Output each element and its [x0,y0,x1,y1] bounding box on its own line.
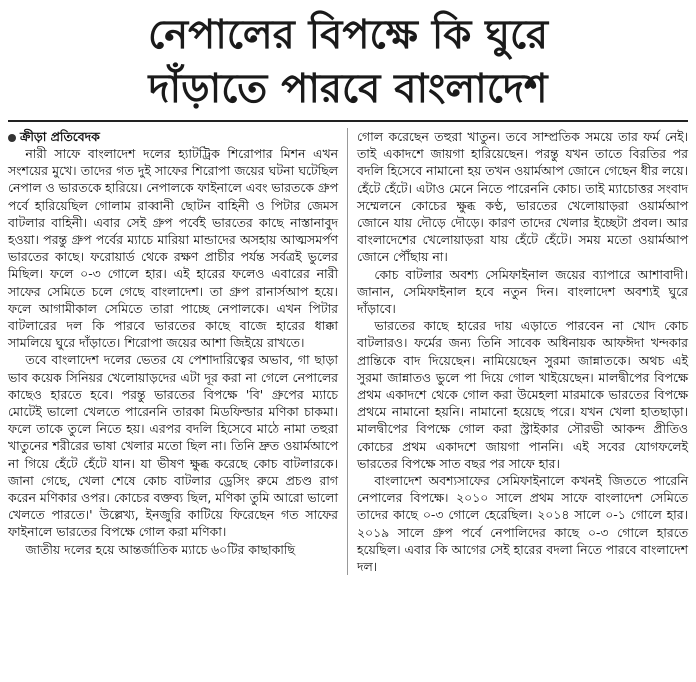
byline [8,128,338,145]
headline-line-1: নেপালের বিপক্ষে কি ঘুরে [147,12,549,58]
article-body [8,128,688,575]
byline-text: ক্রীড়া প্রতিবেদক [20,129,100,144]
headline [8,8,688,116]
paragraph: বাংলাদেশ অবশ্যসাফের সেমিফাইনালে কখনই জিততে পারেনি নেপালের বিপক্ষে। ২০১০ সালে প্রথম সাফে বাংলাদেশ সেমিতে তাদের কাছে ০-৩ গোলে হেরেছিল। ২০১৪ সালে ০-১ গোলে হার। ২০১৯ সালে গ্রুপ পর্বে নেপালিদের কাছে ০-৩ গোলে হারতে হয়েছিল। এবার কি আগের সেই হারের বদলা নিতে পারবে বাংলাদেশ দল। [357,473,688,575]
right-column [348,128,688,575]
paragraph: নারী সাফে বাংলাদেশ দলের হ্যাটট্রিক শিরোপার মিশন এখন সংশয়ের মুখে। তাদের গত দুই সাফের শিরোপা জয়ের ঘটনা ঘটেছিল নেপাল ও ভারতকে হারিয়ে। নেপালকে ফাইনালে এবং ভারতকে গ্রুপ পর্বে হারিয়েছিল গোলাম রাব্বানী ছোটন বাহিনী ও পিটার জেমস বাটলার বাহিনী। এবার সেই গ্রুপ পর্বেই ভারতের কাছে নাস্তানাবুদ হওয়া। পরন্তু গ্রুপ পর্বের ম্যাচে মারিয়া মান্ডাদের অসহায় আত্মসমর্পণ ভারতের কাছে। ফরোয়ার্ড থেকে রক্ষণ প্রাচীর পর্যন্ত সর্বত্রই ভুলের মিছিল। ফলে ০-৩ গোলে হার। এই হারের ফলেও এবারের নারী সাফের সেমিতে চলে গেছে বাংলাদেশ। তা গ্রুপ রানার্সআপ হয়ে। ফলে আগামীকাল সেমিতে তারা পাচ্ছে নেপালকে। এখন পিটার বাটলারের দল কি পারবে ভারতের কাছে বাজে হারের ধাক্কা সামলিয়ে ঘুরে দাঁড়াতে। শিরোপা জয়ের আশা জিইয়ে রাখতে। [8,146,338,351]
headline-line-2: দাঁড়াতে পারবে বাংলাদেশ [148,66,548,112]
headline-rule [8,120,688,122]
bullet-icon [8,134,16,142]
paragraph: ভারতের কাছে হারের দায় এড়াতে পারবেন না খোদ কোচ বাটলারও। ফর্মের জন্য তিনি সাবেক অধিনায়ক আফঈদা খন্দকার প্রান্তিকে বাদ দিয়েছেন। নামিয়েছেন সুরমা জান্নাতকে। অথচ এই সুরমা জান্নাতও ভুলে পা দিয়ে গোল খাইয়েছেন। মালদ্বীপের বিপক্ষে প্রথম একাদশে থেকে গোল করা উমেহলা মারমাকে ভারতের বিপক্ষে প্রথমে নামানো হয়নি। নামানো হয়েছে পরে। যখন খেলা হাতছাড়া। মালদ্বীপের বিপক্ষে গোল করা স্ট্রাইকার সৌরভী আকন্দ প্রীতিও কোচের প্রথম একাদশে জায়গা পাননি। এই সবের যোগফলেই ভারতের বিপক্ষে সাত বছর পর সাফে হার। [357,318,688,471]
left-column [8,128,348,575]
paragraph: তবে বাংলাদেশ দলের ভেতর যে পেশাদারিত্বের অভাব, গা ছাড়া ভাব কয়েক সিনিয়র খেলোয়াড়দের এটা দূর করা না গেলে নেপালের কাছেও হারতে হবে। পরন্তু ভারতের বিপক্ষে 'বি' গ্রুপের ম্যাচে মোটেই ভালো খেলতে পারেননি তারকা মিডফিল্ডার মণিকা চাকমা। ফলে তাকে তুলে নিতে হয়। এরপর বদলি হিসেবে মাঠে নামা তহুরা খাতুনের শরীরের ভাষা খেলার মতো ছিল না। তিনি দ্রুত ওয়ার্মআপে না গিয়ে হেঁটে হেঁটে যান। যা ভীষণ ক্ষুব্ধ করেছে কোচ বাটলারকে। জানা গেছে, খেলা শেষে কোচ বাটলার ড্রেসিং রুমে প্রচণ্ড রাগ করেন মণিকার ওপর। কোচের বক্তব্য ছিল, মণিকা তুমি আরো ভালো খেলতে পারতে।' উল্লেখ্য, ইনজুরি কাটিয়ে ফিরেছেন গত সাফের ফাইনালে ভারতের বিপক্ষে গোল করা মণিকা। [8,352,338,540]
paragraph: জাতীয় দলের হয়ে আন্তর্জাতিক ম্যাচে ৬০টির কাছাকাছি [25,541,295,557]
paragraph: কোচ বাটলার অবশ্য সেমিফাইনাল জয়ের ব্যাপারে আশাবাদী। জানান, সেমিফাইনাল হবে নতুন দিন। বাংলাদেশ অবশ্যই ঘুরে দাঁড়াবে। [357,266,688,317]
paragraph: গোল করেছেন তহুরা খাতুন। তবে সাম্প্রতিক সময়ে তার ফর্ম নেই। তাই একাদশে জায়গা হারিয়েছেন। পরন্তু যখন তাতে বিরতির পর বদলি হিসেবে নামানো হয় তখন ওয়ার্মআপ জোনে গেছেন ধীর লয়ে। হেঁটে হেঁটে। এটাও মেনে নিতে পারেননি কোচ। তাই ম্যাচোত্তর সংবাদ সম্মেলনে কোচের ক্ষুব্ধ কণ্ঠ, ভারতের খেলোয়াড়রা ওয়ার্মআপ জোনে যায় দৌড়ে দৌড়ে। কারণ তাদের খেলার ইচ্ছেটা প্রবল। আর বাংলাদেশের খেলোয়াড়রা যায় হেঁটে হেঁটে। সময় মতো ওয়ার্মআপ জোনে পৌঁছায় না। [357,129,688,265]
